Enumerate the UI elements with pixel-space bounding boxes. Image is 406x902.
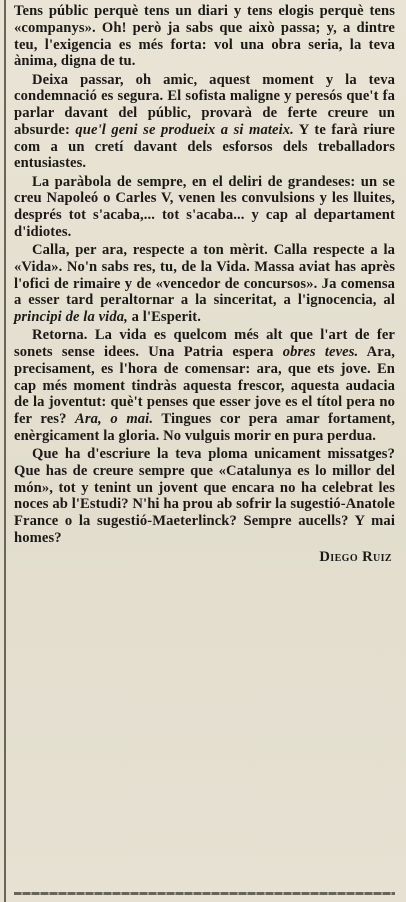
paragraph-text: Calla, per ara, respecte a ton mèrit. Calla respecte a la «Vida». No'n sabs res, tu, de la Vida. Massa aviat has après l'ofici de rimaire y de «vencedor de concursos». Ja comensa a esser tard peraltornar a la sinceritat, a l'ignocencia, al xyxy=(14,242,395,309)
paragraph-text: Deixa passar, oh amic, aquest moment y la teva condemnació es segura. El sofista maligne y peresós que't fa parlar davant del públic, provarà de ferte creure un absurde: xyxy=(14,71,395,138)
paragraph-text: Y te farà riure com a un cretí davant dels esforsos dels treballadors entusiastes. xyxy=(14,121,395,172)
paragraph-text: La paràbola de sempre, en el deliri de grandeses: un se creu Napoleó o Carles V, venen les convulsions y les lluites, després tot s'acaba,... tot s'acaba... y cap al departament d'idiotes. xyxy=(14,173,395,240)
emphasized-text: principi de la vida, xyxy=(14,309,128,325)
article-paragraph xyxy=(14,242,395,326)
emphasized-text: Ara, o mai. xyxy=(75,411,154,427)
paragraph-text: Que ha d'escriure la teva ploma unicament missatges? Que has de creure sempre que «Catalunya es lo millor del món», tot y tenint un jovent que encara no ha celebrat les noces ab l'Estudi? N'hi ha prou ab sofrir la sugestió-Anatole France o la sugestió-Maeterlinck? Sempre aucells? Y mai homes? xyxy=(14,446,395,546)
paragraph-text: Tingues cor pera amar fortament, enèrgicament la gloria. No vulguis morir en pura perdua. xyxy=(14,411,395,444)
paragraph-text: Retorna. La vida es quelcom més alt que l'art de fer sonets sense idees. Una Patria espera xyxy=(14,327,395,360)
article-paragraph xyxy=(14,174,395,241)
paragraph-text: Tens públic perquè tens un diari y tens elogis perquè tens «companys». Oh! però ja sabs que això passa; y, a dintre teu, l'exigencia es més forta: vol una obra seria, la teva ànima, digna de tu. xyxy=(14,3,395,70)
article-paragraph xyxy=(14,3,395,70)
paragraph-text: a l'Esperit. xyxy=(127,309,201,325)
article-body xyxy=(14,3,395,547)
article-paragraph xyxy=(14,327,395,444)
emphasized-text: que'l geni se produeix a si mateix. xyxy=(75,121,294,138)
article-paragraph xyxy=(14,446,395,547)
emphasized-text: obres teves. xyxy=(282,344,359,360)
article-paragraph xyxy=(14,72,395,173)
section-divider xyxy=(14,892,395,895)
paragraph-text: Ara, precisament, es l'hora de comensar: ara, que ets jove. En cap més moment tindràs aquesta frescor, aquesta audacia de la joventut: què't penses que esser jove es el títol pera no fer res? xyxy=(14,344,396,427)
column-rule xyxy=(4,0,6,902)
author-signature: Diego Ruiz xyxy=(319,548,392,565)
